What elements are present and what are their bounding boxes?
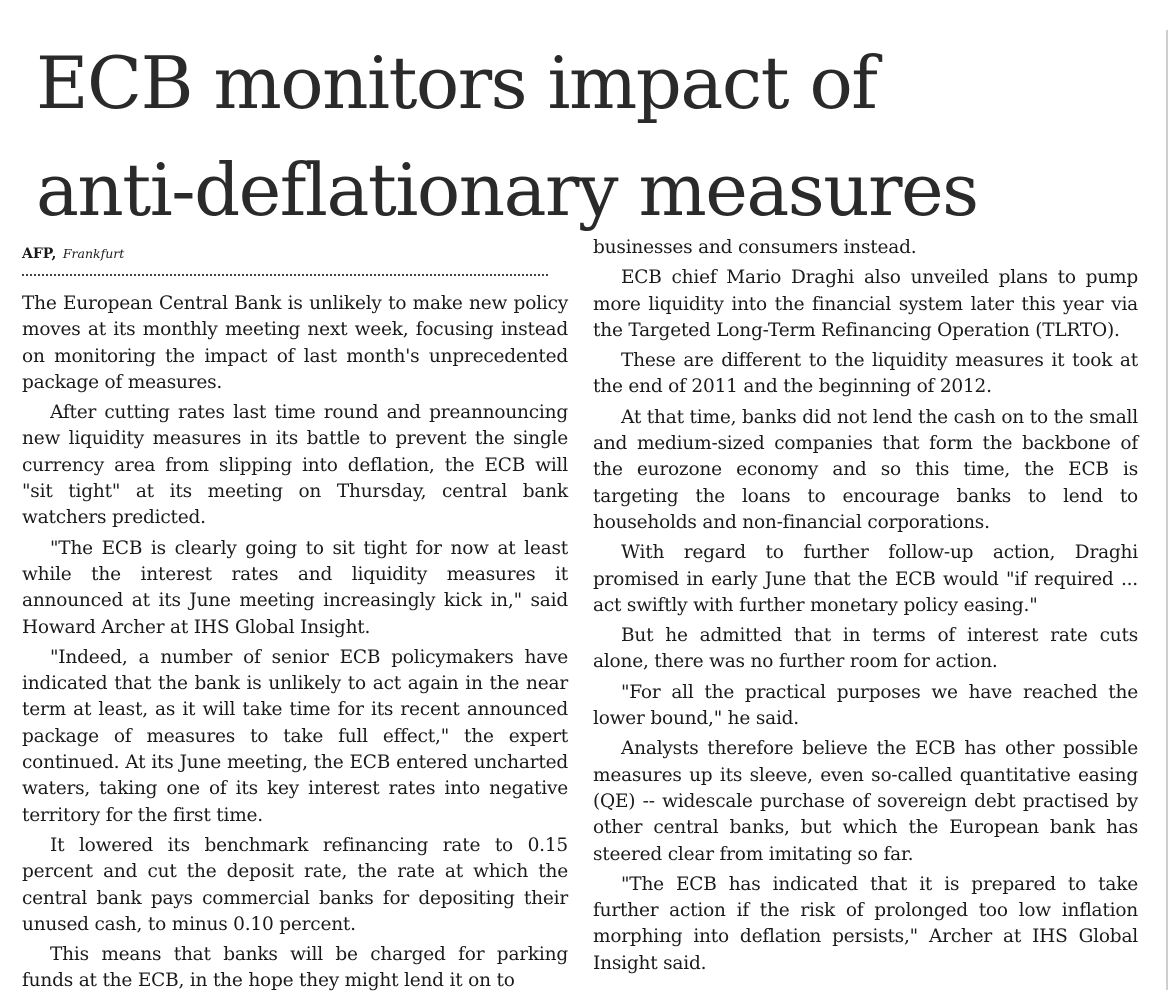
byline bbox=[22, 244, 124, 264]
byline-agency: AFP, bbox=[22, 246, 57, 262]
paragraph: At that time, banks did not lend the cash on to the small and medium-sized companies that form the backbone of the eurozone economy and so this time, the ECB is targeting the loans to encourage banks to lend to households and non-financial corporations. bbox=[593, 406, 1138, 533]
byline-location: Frankfurt bbox=[62, 246, 125, 261]
paragraph: With regard to further follow-up action, Draghi promised in early June that the ECB would "if required ... act swiftly with further monetary policy easing." bbox=[593, 542, 1138, 616]
paragraph: This means that banks will be charged for parking funds at the ECB, in the hope they might lend it on to bbox=[22, 944, 568, 992]
paragraph: "The ECB has indicated that it is prepared to take further action if the risk of prolonged too low inflation morphing into deflation persists," Archer at IHS Global Insight said. bbox=[593, 873, 1138, 974]
paragraph: But he admitted that in terms of interest rate cuts alone, there was no further room for action. bbox=[593, 625, 1138, 673]
dotted-separator bbox=[22, 274, 548, 276]
headline bbox=[36, 30, 1146, 244]
paragraph: These are different to the liquidity measures it took at the end of 2011 and the beginning of 2012. bbox=[593, 350, 1138, 398]
article-column-right bbox=[593, 235, 1138, 981]
column-divider-rule bbox=[1166, 30, 1168, 990]
headline-line-2: anti-deflationary measures bbox=[36, 148, 978, 232]
paragraph: "Indeed, a number of senior ECB policymakers have indicated that the bank is unlikely to act again in the near term at least, as it will take time for its recent announced package of measures to take full effect," the expert continued. At its June meeting, the ECB entered uncharted waters, taking one of its key interest rates into negative territory for the first time. bbox=[22, 646, 568, 826]
paragraph: ECB chief Mario Draghi also unveiled plans to pump more liquidity into the financial system later this year via the Targeted Long-Term Refinancing Operation (TLRTO). bbox=[593, 267, 1138, 341]
paragraph: After cutting rates last time round and preannouncing new liquidity measures in its battle to prevent the single currency area from slipping into deflation, the ECB will "sit tight" at its meeting on Thursday, central bank watchers predicted. bbox=[22, 402, 568, 529]
paragraph: The European Central Bank is unlikely to make new policy moves at its monthly meeting next week, focusing instead on monitoring the impact of last month's unprecedented package of measures. bbox=[22, 293, 568, 393]
article-column-left bbox=[22, 291, 568, 999]
headline-line-1: ECB monitors impact of bbox=[36, 41, 877, 125]
paragraph: It lowered its benchmark refinancing rate to 0.15 percent and cut the deposit rate, the rate at which the central bank pays commercial banks for depositing their unused cash, to minus 0.10 percent. bbox=[22, 834, 568, 935]
paragraph: businesses and consumers instead. bbox=[593, 237, 917, 258]
paragraph: "The ECB is clearly going to sit tight for now at least while the interest rates and liquidity measures it announced at its June meeting increasingly kick in," said Howard Archer at IHS Global Insight. bbox=[22, 537, 568, 638]
paragraph: Analysts therefore believe the ECB has other possible measures up its sleeve, even so-called quantitative easing (QE) -- widescale purchase of sovereign debt practised by other central banks, but which the European bank has steered clear from imitating so far. bbox=[593, 738, 1138, 865]
paragraph: "For all the practical purposes we have reached the lower bound," he said. bbox=[593, 681, 1138, 730]
